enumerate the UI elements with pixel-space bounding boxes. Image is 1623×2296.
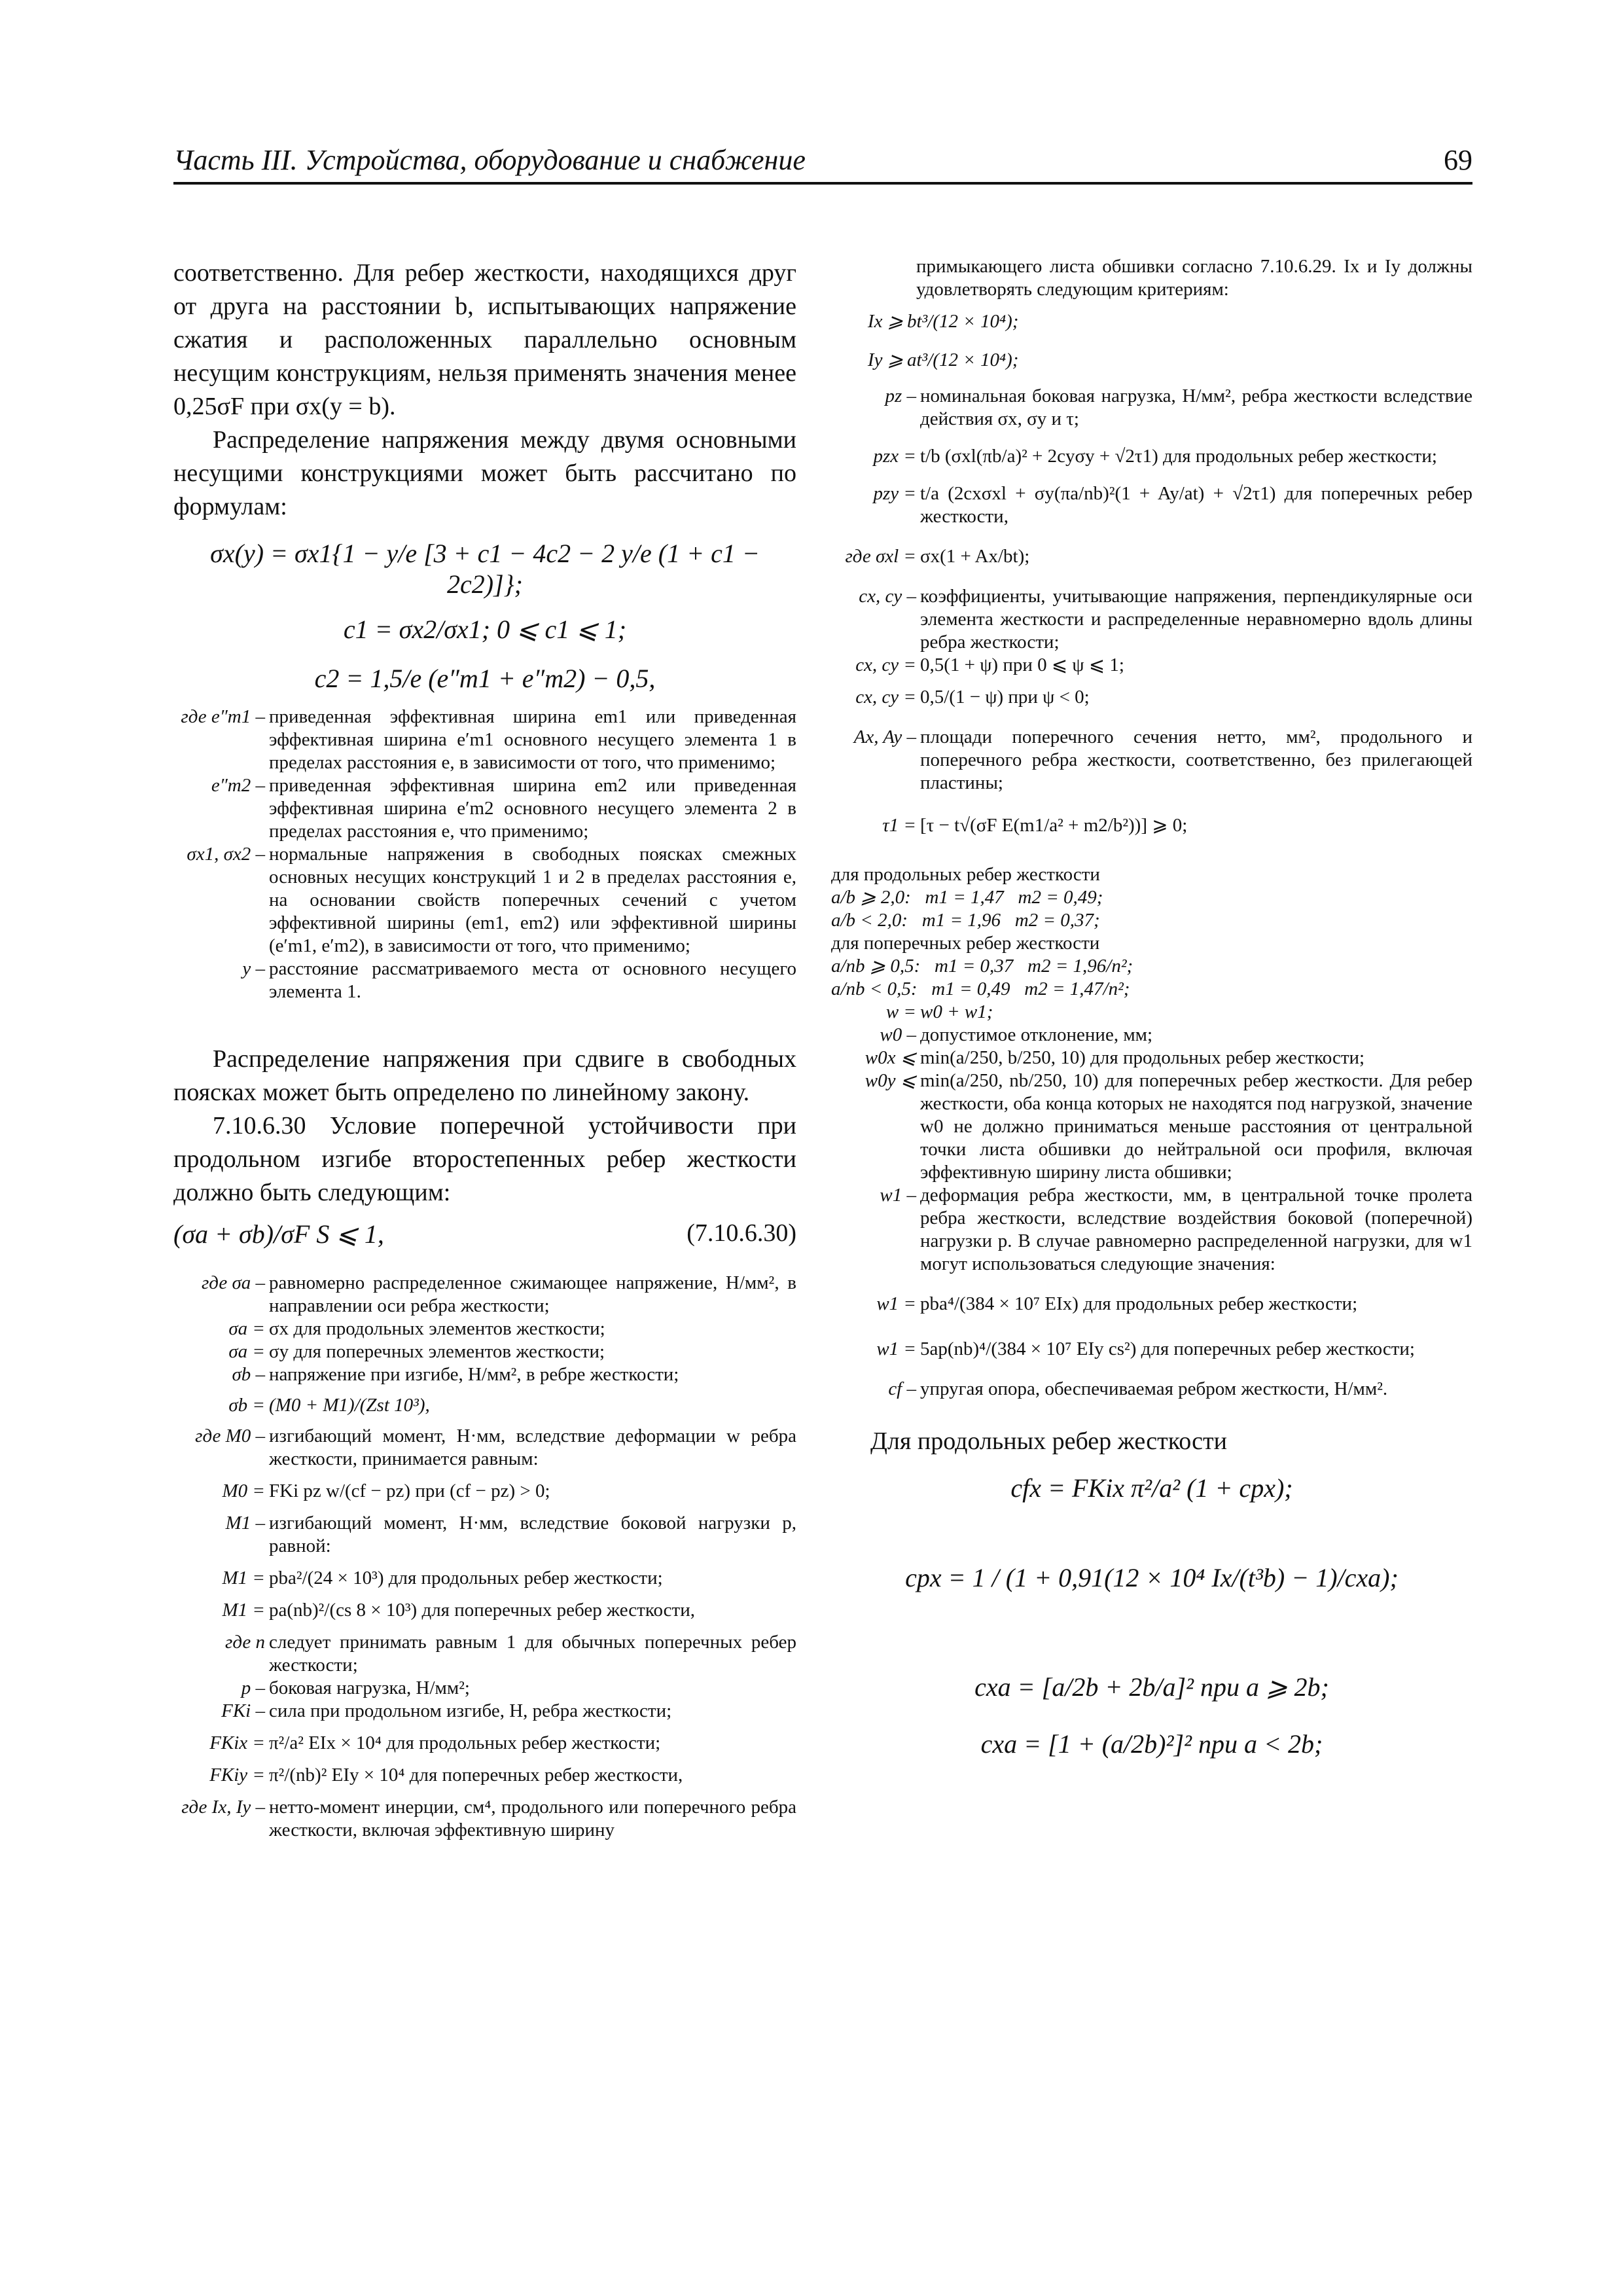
definition-text: w0 + w1; <box>920 1001 993 1022</box>
criterion-item <box>831 349 1472 372</box>
definitions-list-2 <box>173 1272 796 1842</box>
definition-item <box>831 726 1472 795</box>
m-line: a/nb < 0,5: m1 = 0,49 m2 = 1,47/n²; <box>831 978 1130 999</box>
definition-item <box>173 1700 796 1723</box>
equation-number: (7.10.6.30) <box>687 1219 796 1247</box>
criterion-label: Ix ⩾ <box>867 311 903 332</box>
definition-label: w1 = <box>876 1338 916 1359</box>
definition-label: pzx = <box>873 446 916 467</box>
equation-cpx: cpx = 1 / (1 + 0,91(12 × 10⁴ Ix/(t³b) − 1)/cxa); <box>905 1563 1399 1592</box>
right-paragraph-1: примыкающего листа обшивки согласно 7.10.6.29. Ix и Iy должны удовлетворять следующим критериям: <box>916 256 1472 300</box>
definition-label: где e″m1 – <box>181 706 265 727</box>
m-line: a/b ⩾ 2,0: m1 = 1,47 m2 = 0,49; <box>831 887 1103 908</box>
definition-item <box>831 385 1472 431</box>
definition-label: e″m2 – <box>211 775 265 796</box>
definition-label: σx1, σx2 – <box>187 844 265 865</box>
definition-label: p – <box>241 1677 265 1698</box>
definition-label: w0x ⩽ <box>865 1047 916 1068</box>
definition-item <box>173 1272 796 1318</box>
definition-label: FKiy = <box>209 1765 265 1785</box>
criterion-text: bt³/(12 × 10⁴); <box>907 311 1019 332</box>
definition-label: pzy = <box>873 483 916 504</box>
m-line: для продольных ребер жесткости <box>831 864 1100 885</box>
definition-item <box>173 1340 796 1363</box>
definition-item <box>173 1512 796 1558</box>
criteria-list <box>831 310 1472 372</box>
definition-text: коэффициенты, учитывающие напряжения, перпендикулярные оси элемента жесткости и распределенные неравномерно вдоль длины ребра жесткости; <box>920 586 1472 653</box>
definition-text: pba⁴/(384 × 10⁷ EIx) для продольных ребер жесткости; <box>920 1293 1358 1314</box>
definition-text: равномерно распределенное сжимающее напряжение, Н/мм², в направлении оси ребра жесткости; <box>269 1272 796 1316</box>
definition-text: min(a/250, b/250, 10) для продольных ребер жесткости; <box>920 1047 1365 1068</box>
definition-text: приведенная эффективная ширина em2 или приведенная эффективная ширина e′m2 основного несущего элемента 2 в пределах расстояния e, что применимо; <box>269 775 796 842</box>
definition-item <box>831 1184 1472 1276</box>
definition-label: cf – <box>888 1378 916 1399</box>
definition-text: деформация ребра жесткости, мм, в центральной точке пролета ребра жесткости, вследствие воздействия боковой (поперечной) нагрузки p. В случае равномерно распределенной нагрузки, для w1 могут использоваться следующие значения: <box>920 1185 1472 1274</box>
definition-text: pa(nb)²/(cs 8 × 10³) для поперечных ребер жесткости, <box>269 1600 695 1621</box>
definition-label: где M0 – <box>195 1426 265 1446</box>
definition-item <box>173 1732 796 1755</box>
definition-text: приведенная эффективная ширина em1 или приведенная эффективная ширина e′m1 основного несущего элемента 1 в пределах расстояния e, в зависимости от того, что применимо; <box>269 706 796 773</box>
definition-label: cx, cy – <box>859 586 916 607</box>
page-header <box>173 145 1472 185</box>
definition-label: w1 = <box>876 1293 916 1314</box>
definition-text: pba²/(24 × 10³) для продольных ребер жесткости; <box>269 1568 663 1588</box>
equation-sigma-x: σx(y) = σx1{1 − y/e [3 + c1 − 4c2 − 2 y/e (1 + c1 − 2c2)]}; <box>210 539 760 599</box>
definition-text: [τ − t√(σF E(m1/a² + m2/b²))] ⩾ 0; <box>920 815 1188 836</box>
definition-item <box>173 706 796 774</box>
definition-text: π²/a² EIx × 10⁴ для продольных ребер жесткости; <box>269 1732 661 1753</box>
definition-label: w = <box>885 1001 916 1022</box>
definition-label: M1 – <box>225 1513 265 1534</box>
right-definitions-1 <box>831 385 1472 837</box>
definition-item <box>173 1631 796 1677</box>
definition-text: σx(1 + Ax/bt); <box>920 546 1030 567</box>
definition-item <box>831 445 1472 468</box>
definition-item <box>173 1480 796 1503</box>
definition-label: y – <box>242 958 265 979</box>
definition-text: напряжение при изгибе, Н/мм², в ребре жесткости; <box>269 1364 679 1385</box>
definition-item <box>173 1425 796 1471</box>
right-column <box>831 255 1472 1759</box>
definition-text: изгибающий момент, Н·мм, вследствие деформации w ребра жесткости, принимается равным: <box>269 1426 796 1469</box>
page-number: 69 <box>1444 144 1472 176</box>
m-line: a/nb ⩾ 0,5: m1 = 0,37 m2 = 1,96/n²; <box>831 956 1133 977</box>
definition-label: M1 = <box>222 1600 265 1621</box>
definition-text: π²/(nb)² EIy × 10⁴ для поперечных ребер жесткости, <box>269 1765 683 1785</box>
definitions-list-1 <box>173 706 796 1003</box>
equation-c2: c2 = 1,5/e (e″m1 + e″m2) − 0,5, <box>314 664 656 693</box>
definition-item <box>173 1318 796 1340</box>
definition-text: площади поперечного сечения нетто, мм², продольного и поперечного ребра жесткости, соответственно, без прилегающей пластины; <box>920 726 1472 793</box>
equation-c1: c1 = σx2/σx1; 0 ⩽ c1 ⩽ 1; <box>343 615 627 644</box>
definition-label: FKi – <box>221 1700 265 1721</box>
right-definitions-2 <box>831 1001 1472 1401</box>
definition-label: M1 = <box>222 1568 265 1588</box>
m-coefficients-list <box>831 863 1472 1001</box>
definition-item <box>831 1378 1472 1401</box>
definition-text: min(a/250, nb/250, 10) для поперечных ребер жесткости. Для ребер жесткости, оба конца которых не находятся под нагрузкой, значение w0 не должно приниматься меньше расстояния от центральной точки листа обшивки до нейтральной оси профиля, включая эффективную ширину листа обшивки; <box>920 1070 1472 1183</box>
definition-text: σy для поперечных элементов жесткости; <box>269 1341 605 1362</box>
m-line: a/b < 2,0: m1 = 1,96 m2 = 0,37; <box>831 910 1100 931</box>
definition-text: FKi pz w/(cf − pz) при (cf − pz) > 0; <box>269 1480 550 1501</box>
definition-label: w1 – <box>880 1185 916 1206</box>
definition-label: cx, cy = <box>855 687 916 708</box>
definition-label: w0 – <box>880 1024 916 1045</box>
definition-label: FKix = <box>209 1732 265 1753</box>
definition-item <box>831 1069 1472 1184</box>
definition-text: σx для продольных элементов жесткости; <box>269 1318 605 1339</box>
definition-label: M0 = <box>222 1480 265 1501</box>
definition-text: сила при продольном изгибе, Н, ребра жесткости; <box>269 1700 672 1721</box>
equation-cfx: cfx = FKix π²/a² (1 + cpx); <box>1010 1473 1293 1503</box>
definition-item <box>831 814 1472 837</box>
section-heading: Для продольных ребер жесткости <box>870 1427 1227 1455</box>
equation-7-10-6-30-row <box>173 1219 796 1249</box>
definition-text: боковая нагрузка, Н/мм²; <box>269 1677 470 1698</box>
definition-item <box>831 686 1472 709</box>
definition-item <box>173 1764 796 1787</box>
left-paragraph-1: соответственно. Для ребер жесткости, находящихся друг от друга на расстоянии b, испытывающих напряжение сжатия и расположенных параллельно основным несущим конструкциям, нельзя применять значения менее 0,25σF при σx(y = b). <box>173 259 796 420</box>
definition-label: где n <box>225 1632 265 1653</box>
criterion-label: Iy ⩾ <box>867 350 903 370</box>
definition-label: σb = <box>228 1395 265 1416</box>
definition-label: cx, cy = <box>855 655 916 675</box>
definition-label: pz – <box>885 386 916 406</box>
left-paragraph-2: Распределение напряжения между двумя основными несущими конструкциями может быть рассчитано по формулам: <box>173 426 796 520</box>
definition-item <box>173 1363 796 1386</box>
definition-item <box>173 843 796 958</box>
definition-label: σb – <box>232 1364 265 1385</box>
left-column <box>173 257 796 1842</box>
definition-text: 0,5/(1 − ψ) при ψ < 0; <box>920 687 1090 708</box>
criterion-item <box>831 310 1472 333</box>
definition-item <box>173 1567 796 1590</box>
definition-item <box>831 585 1472 654</box>
m-line: для поперечных ребер жесткости <box>831 933 1100 954</box>
definition-label: σa = <box>228 1341 265 1362</box>
definition-item <box>831 654 1472 677</box>
definition-text: упругая опора, обеспечиваемая ребром жесткости, Н/мм². <box>920 1378 1388 1399</box>
definition-text: нетто-момент инерции, см⁴, продольного или поперечного ребра жесткости, включая эффективную ширину <box>269 1797 796 1840</box>
definition-text: (M0 + M1)/(Zst 10³), <box>269 1395 430 1416</box>
definition-text: 0,5(1 + ψ) при 0 ⩽ ψ ⩽ 1; <box>920 655 1124 675</box>
definition-text: допустимое отклонение, мм; <box>920 1024 1153 1045</box>
definition-label: где Ix, Iy – <box>181 1797 265 1818</box>
definition-label: Ax, Ay – <box>853 726 916 747</box>
definition-item <box>831 482 1472 528</box>
definition-label: τ1 = <box>882 815 916 836</box>
definition-text: номинальная боковая нагрузка, Н/мм², ребра жесткости вследствие действия σx, σy и τ; <box>920 386 1472 429</box>
definition-item <box>831 1293 1472 1316</box>
definition-text: 5ap(nb)⁴/(384 × 10⁷ EIy cs²) для поперечных ребер жесткости; <box>920 1338 1415 1359</box>
definition-text: t/b (σxl(πb/a)² + 2cyσy + √2τ1) для продольных ребер жесткости; <box>920 446 1437 467</box>
definition-text: t/a (2cxσxl + σy(πa/nb)²(1 + Ay/at) + √2τ1) для поперечных ребер жесткости, <box>920 483 1472 527</box>
definition-item <box>173 1394 796 1417</box>
left-paragraph-4: 7.10.6.30 Условие поперечной устойчивости при продольном изгибе второстепенных ребер жесткости должно быть следующим: <box>173 1112 796 1206</box>
definition-label: где σxl = <box>845 546 916 567</box>
definition-item <box>173 958 796 1003</box>
definition-item <box>173 1677 796 1700</box>
definition-item <box>831 1047 1472 1069</box>
definition-item <box>831 1001 1472 1024</box>
definition-item <box>831 545 1472 568</box>
definition-label: где σa – <box>201 1272 265 1293</box>
equation-cxa-1: cxa = [a/2b + 2b/a]² при a ⩾ 2b; <box>974 1672 1329 1702</box>
definition-text: расстояние рассматриваемого места от основного несущего элемента 1. <box>269 958 796 1002</box>
definition-item <box>173 1796 796 1842</box>
definition-label: σa = <box>228 1318 265 1339</box>
equation-7-10-6-30: (σa + σb)/σF S ⩽ 1, <box>173 1219 384 1249</box>
definition-item <box>831 1338 1472 1361</box>
definition-text: следует принимать равным 1 для обычных поперечных ребер жесткости; <box>269 1632 796 1676</box>
definition-label: w0y ⩽ <box>865 1070 916 1091</box>
criterion-text: at³/(12 × 10⁴); <box>907 350 1019 370</box>
definition-item <box>173 774 796 843</box>
definition-item <box>831 1024 1472 1047</box>
header-title: Часть III. Устройства, оборудование и снабжение <box>173 144 806 176</box>
definition-text: изгибающий момент, Н·мм, вследствие боковой нагрузки p, равной: <box>269 1513 796 1556</box>
definition-item <box>173 1599 796 1622</box>
equation-cxa-2: cxa = [1 + (a/2b)²]² при a < 2b; <box>980 1729 1323 1759</box>
left-paragraph-3: Распределение напряжения при сдвиге в свободных поясках может быть определено по линейному закону. <box>173 1045 796 1106</box>
definition-text: нормальные напряжения в свободных поясках смежных основных несущих конструкций 1 и 2 в пределах расстояния e, на основании свойств поперечных сечений с учетом эффективной ширины (em1, em2) или эффективной ширины (e′m1, e′m2), в зависимости от того, что применимо; <box>269 844 796 956</box>
